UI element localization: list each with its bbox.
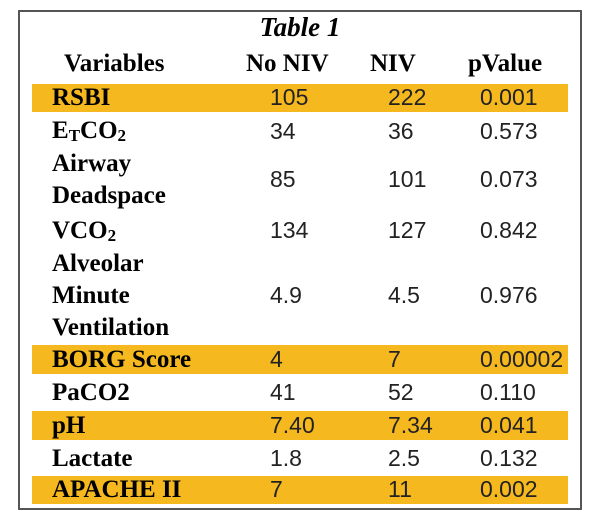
niv-cell: 52 (388, 379, 414, 405)
header-variables: Variables (64, 50, 165, 77)
table-header (30, 50, 570, 82)
table-row-paco2 (32, 377, 568, 407)
niv-cell: 11 (388, 476, 412, 502)
variable-subscript: 2 (107, 226, 117, 245)
no-niv-cell: 34 (270, 118, 296, 144)
variable-cell: APACHE II (52, 476, 182, 503)
no-niv-cell: 4 (270, 346, 283, 372)
no-niv-cell: 7.40 (270, 412, 315, 438)
niv-cell: 222 (388, 84, 427, 110)
table-row-rsbi (32, 84, 568, 112)
pvalue-cell: 0.976 (480, 282, 538, 308)
variable-cell: pH (52, 412, 86, 439)
pvalue-cell: 0.002 (480, 476, 538, 502)
table-row-vco2 (32, 214, 568, 246)
no-niv-cell: 7 (270, 476, 283, 502)
table-row-etco2 (32, 114, 568, 146)
table-caption: Table 1 (259, 12, 341, 42)
table-row-borg-score (32, 345, 568, 374)
niv-cell: 7 (388, 346, 401, 372)
table-row-airway-deadspace (32, 147, 568, 211)
niv-cell: 7.34 (388, 412, 433, 438)
no-niv-cell: 134 (270, 217, 309, 243)
niv-cell: 127 (388, 217, 427, 243)
no-niv-cell: 41 (270, 379, 296, 405)
variable-cell: RSBI (52, 84, 111, 111)
pvalue-cell: 0.001 (480, 84, 538, 110)
variable-cell: BORG Score (52, 346, 192, 373)
table-row-alveolar-minute-ventilation (32, 247, 568, 343)
variable-cell-line: Alveolar (52, 250, 144, 277)
pvalue-cell: 0.041 (480, 412, 538, 438)
niv-cell: 36 (388, 118, 414, 144)
variable-cell-line: Minute (52, 282, 130, 309)
header-pvalue: pValue (468, 50, 543, 77)
variable-cell: PaCO2 (52, 379, 130, 406)
pvalue-cell: 0.573 (480, 118, 538, 144)
header-no-niv: No NIV (246, 50, 329, 77)
table-row-ph (32, 411, 568, 440)
table-row-apache-ii (32, 476, 568, 504)
niv-cell: 101 (388, 166, 427, 192)
pvalue-cell: 0.00002 (480, 346, 564, 372)
variable-cell-line: Ventilation (52, 314, 170, 341)
variable-part: CO (80, 117, 118, 144)
variable-subscript: T (68, 126, 81, 145)
pvalue-cell: 0.842 (480, 217, 538, 243)
niv-cell: 4.5 (388, 282, 420, 308)
no-niv-cell: 85 (270, 166, 296, 192)
variable-part: E (52, 117, 69, 144)
pvalue-cell: 0.073 (480, 166, 538, 192)
pvalue-cell: 0.110 (480, 379, 536, 405)
niv-cell: 2.5 (388, 445, 420, 471)
variable-part: VCO (52, 217, 108, 244)
variable-cell-line: Airway (52, 150, 132, 177)
no-niv-cell: 105 (270, 84, 309, 110)
no-niv-cell: 1.8 (270, 445, 302, 471)
header-niv: NIV (370, 50, 416, 77)
variable-cell: Lactate (52, 445, 133, 472)
variable-subscript: 2 (117, 126, 127, 145)
variable-cell-line: Deadspace (52, 182, 166, 209)
table-row-lactate (32, 443, 568, 473)
no-niv-cell: 4.9 (270, 282, 302, 308)
pvalue-cell: 0.132 (480, 445, 538, 471)
